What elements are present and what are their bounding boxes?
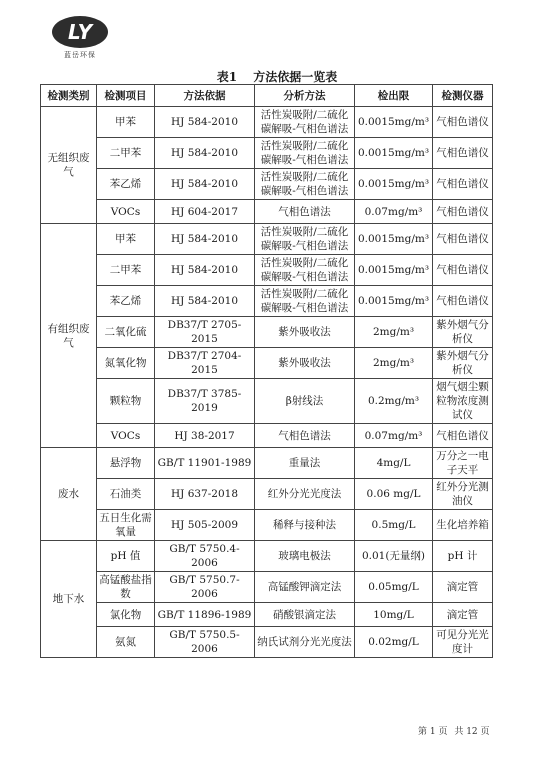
item-cell: 甲苯: [97, 107, 155, 138]
method-cell: HJ 584-2010: [155, 255, 255, 286]
header-row: [41, 85, 493, 107]
item-cell: 五日生化需氧量: [97, 510, 155, 541]
instrument-cell: 可见分光光度计: [433, 627, 493, 658]
column-header: 检测项目: [97, 85, 155, 107]
table-row: [41, 348, 493, 379]
instrument-cell: 气相色谱仪: [433, 224, 493, 255]
limit-cell: 0.0015mg/m³: [355, 107, 433, 138]
limit-cell: 2mg/m³: [355, 317, 433, 348]
item-cell: 甲苯: [97, 224, 155, 255]
column-header: 检测类别: [41, 85, 97, 107]
method-cell: GB/T 5750.7-2006: [155, 572, 255, 603]
method-cell: HJ 584-2010: [155, 107, 255, 138]
instrument-cell: 气相色谱仪: [433, 138, 493, 169]
analysis-cell: 玻璃电极法: [255, 541, 355, 572]
table-row: [41, 169, 493, 200]
limit-cell: 0.0015mg/m³: [355, 255, 433, 286]
instrument-cell: 气相色谱仪: [433, 255, 493, 286]
method-cell: GB/T 11896-1989: [155, 603, 255, 627]
analysis-cell: 硝酸银滴定法: [255, 603, 355, 627]
limit-cell: 0.0015mg/m³: [355, 286, 433, 317]
item-cell: 氮氧化物: [97, 348, 155, 379]
method-cell: DB37/T 3785-2019: [155, 379, 255, 424]
analysis-cell: 活性炭吸附/二硫化碳解吸-气相色谱法: [255, 286, 355, 317]
limit-cell: 0.07mg/m³: [355, 424, 433, 448]
analysis-cell: 活性炭吸附/二硫化碳解吸-气相色谱法: [255, 224, 355, 255]
page-total: 共 12 页: [454, 727, 490, 737]
category-cell: 废水: [41, 448, 97, 541]
analysis-cell: β射线法: [255, 379, 355, 424]
analysis-cell: 高锰酸钾滴定法: [255, 572, 355, 603]
instrument-cell: 气相色谱仪: [433, 286, 493, 317]
analysis-cell: 活性炭吸附/二硫化碳解吸-气相色谱法: [255, 138, 355, 169]
analysis-cell: 活性炭吸附/二硫化碳解吸-气相色谱法: [255, 255, 355, 286]
page-number: 第 1 页: [418, 727, 448, 737]
instrument-cell: 紫外烟气分析仪: [433, 348, 493, 379]
item-cell: 苯乙烯: [97, 169, 155, 200]
table-row: [41, 200, 493, 224]
item-cell: 二氧化硫: [97, 317, 155, 348]
analysis-cell: 稀释与接种法: [255, 510, 355, 541]
table-row: [41, 286, 493, 317]
item-cell: pH 值: [97, 541, 155, 572]
method-table: [40, 84, 493, 658]
limit-cell: 0.02mg/L: [355, 627, 433, 658]
item-cell: 二甲苯: [97, 255, 155, 286]
category-cell: 有组织废气: [41, 224, 97, 448]
analysis-cell: 紫外吸收法: [255, 317, 355, 348]
method-cell: DB37/T 2704-2015: [155, 348, 255, 379]
company-logo: [52, 16, 108, 60]
method-cell: HJ 505-2009: [155, 510, 255, 541]
column-header: 方法依据: [155, 85, 255, 107]
limit-cell: 0.06 mg/L: [355, 479, 433, 510]
method-cell: HJ 604-2017: [155, 200, 255, 224]
method-cell: HJ 584-2010: [155, 169, 255, 200]
limit-cell: 2mg/m³: [355, 348, 433, 379]
analysis-cell: 气相色谱法: [255, 424, 355, 448]
item-cell: 颗粒物: [97, 379, 155, 424]
instrument-cell: 气相色谱仪: [433, 424, 493, 448]
table-row: [41, 107, 493, 138]
column-header: 检出限: [355, 85, 433, 107]
table-row: [41, 572, 493, 603]
table-title-text: 方法依据一览表: [253, 70, 338, 84]
item-cell: VOCs: [97, 424, 155, 448]
method-cell: HJ 584-2010: [155, 138, 255, 169]
limit-cell: 0.07mg/m³: [355, 200, 433, 224]
analysis-cell: 活性炭吸附/二硫化碳解吸-气相色谱法: [255, 169, 355, 200]
table-row: [41, 317, 493, 348]
limit-cell: 0.01(无量纲): [355, 541, 433, 572]
analysis-cell: 气相色谱法: [255, 200, 355, 224]
limit-cell: 10mg/L: [355, 603, 433, 627]
method-cell: DB37/T 2705-2015: [155, 317, 255, 348]
limit-cell: 0.0015mg/m³: [355, 169, 433, 200]
item-cell: 氨氮: [97, 627, 155, 658]
method-cell: HJ 38-2017: [155, 424, 255, 448]
analysis-cell: 红外分光光度法: [255, 479, 355, 510]
item-cell: 悬浮物: [97, 448, 155, 479]
analysis-cell: 纳氏试剂分光光度法: [255, 627, 355, 658]
limit-cell: 0.0015mg/m³: [355, 138, 433, 169]
page-footer: [418, 724, 494, 737]
table-number: 表1: [216, 70, 238, 84]
instrument-cell: 滴定管: [433, 572, 493, 603]
item-cell: VOCs: [97, 200, 155, 224]
method-cell: HJ 584-2010: [155, 224, 255, 255]
limit-cell: 0.05mg/L: [355, 572, 433, 603]
table-row: [41, 424, 493, 448]
table-row: [41, 541, 493, 572]
table-row: [41, 448, 493, 479]
method-cell: HJ 584-2010: [155, 286, 255, 317]
limit-cell: 0.5mg/L: [355, 510, 433, 541]
table-row: [41, 224, 493, 255]
item-cell: 氯化物: [97, 603, 155, 627]
instrument-cell: 气相色谱仪: [433, 107, 493, 138]
table-row: [41, 510, 493, 541]
analysis-cell: 重量法: [255, 448, 355, 479]
category-cell: 无组织废气: [41, 107, 97, 224]
table-row: [41, 138, 493, 169]
limit-cell: 4mg/L: [355, 448, 433, 479]
table-title: [0, 68, 554, 85]
limit-cell: 0.2mg/m³: [355, 379, 433, 424]
instrument-cell: pH 计: [433, 541, 493, 572]
table-body: [41, 107, 493, 658]
table-row: [41, 379, 493, 424]
table-row: [41, 479, 493, 510]
table-row: [41, 627, 493, 658]
instrument-cell: 生化培养箱: [433, 510, 493, 541]
column-header: 检测仪器: [433, 85, 493, 107]
instrument-cell: 气相色谱仪: [433, 169, 493, 200]
analysis-cell: 活性炭吸附/二硫化碳解吸-气相色谱法: [255, 107, 355, 138]
instrument-cell: 滴定管: [433, 603, 493, 627]
category-cell: 地下水: [41, 541, 97, 658]
instrument-cell: 气相色谱仪: [433, 200, 493, 224]
method-cell: HJ 637-2018: [155, 479, 255, 510]
method-cell: GB/T 11901-1989: [155, 448, 255, 479]
method-cell: GB/T 5750.5-2006: [155, 627, 255, 658]
item-cell: 高锰酸盐指数: [97, 572, 155, 603]
column-header: 分析方法: [255, 85, 355, 107]
instrument-cell: 烟气烟尘颗粒物浓度测试仪: [433, 379, 493, 424]
table-row: [41, 603, 493, 627]
item-cell: 苯乙烯: [97, 286, 155, 317]
item-cell: 石油类: [97, 479, 155, 510]
instrument-cell: 紫外烟气分析仪: [433, 317, 493, 348]
item-cell: 二甲苯: [97, 138, 155, 169]
limit-cell: 0.0015mg/m³: [355, 224, 433, 255]
logo-mark: LY: [52, 16, 108, 48]
analysis-cell: 紫外吸收法: [255, 348, 355, 379]
logo-text: 蓝岳环保: [64, 51, 96, 59]
method-cell: GB/T 5750.4-2006: [155, 541, 255, 572]
instrument-cell: 万分之一电子天平: [433, 448, 493, 479]
table-row: [41, 255, 493, 286]
instrument-cell: 红外分光测油仪: [433, 479, 493, 510]
